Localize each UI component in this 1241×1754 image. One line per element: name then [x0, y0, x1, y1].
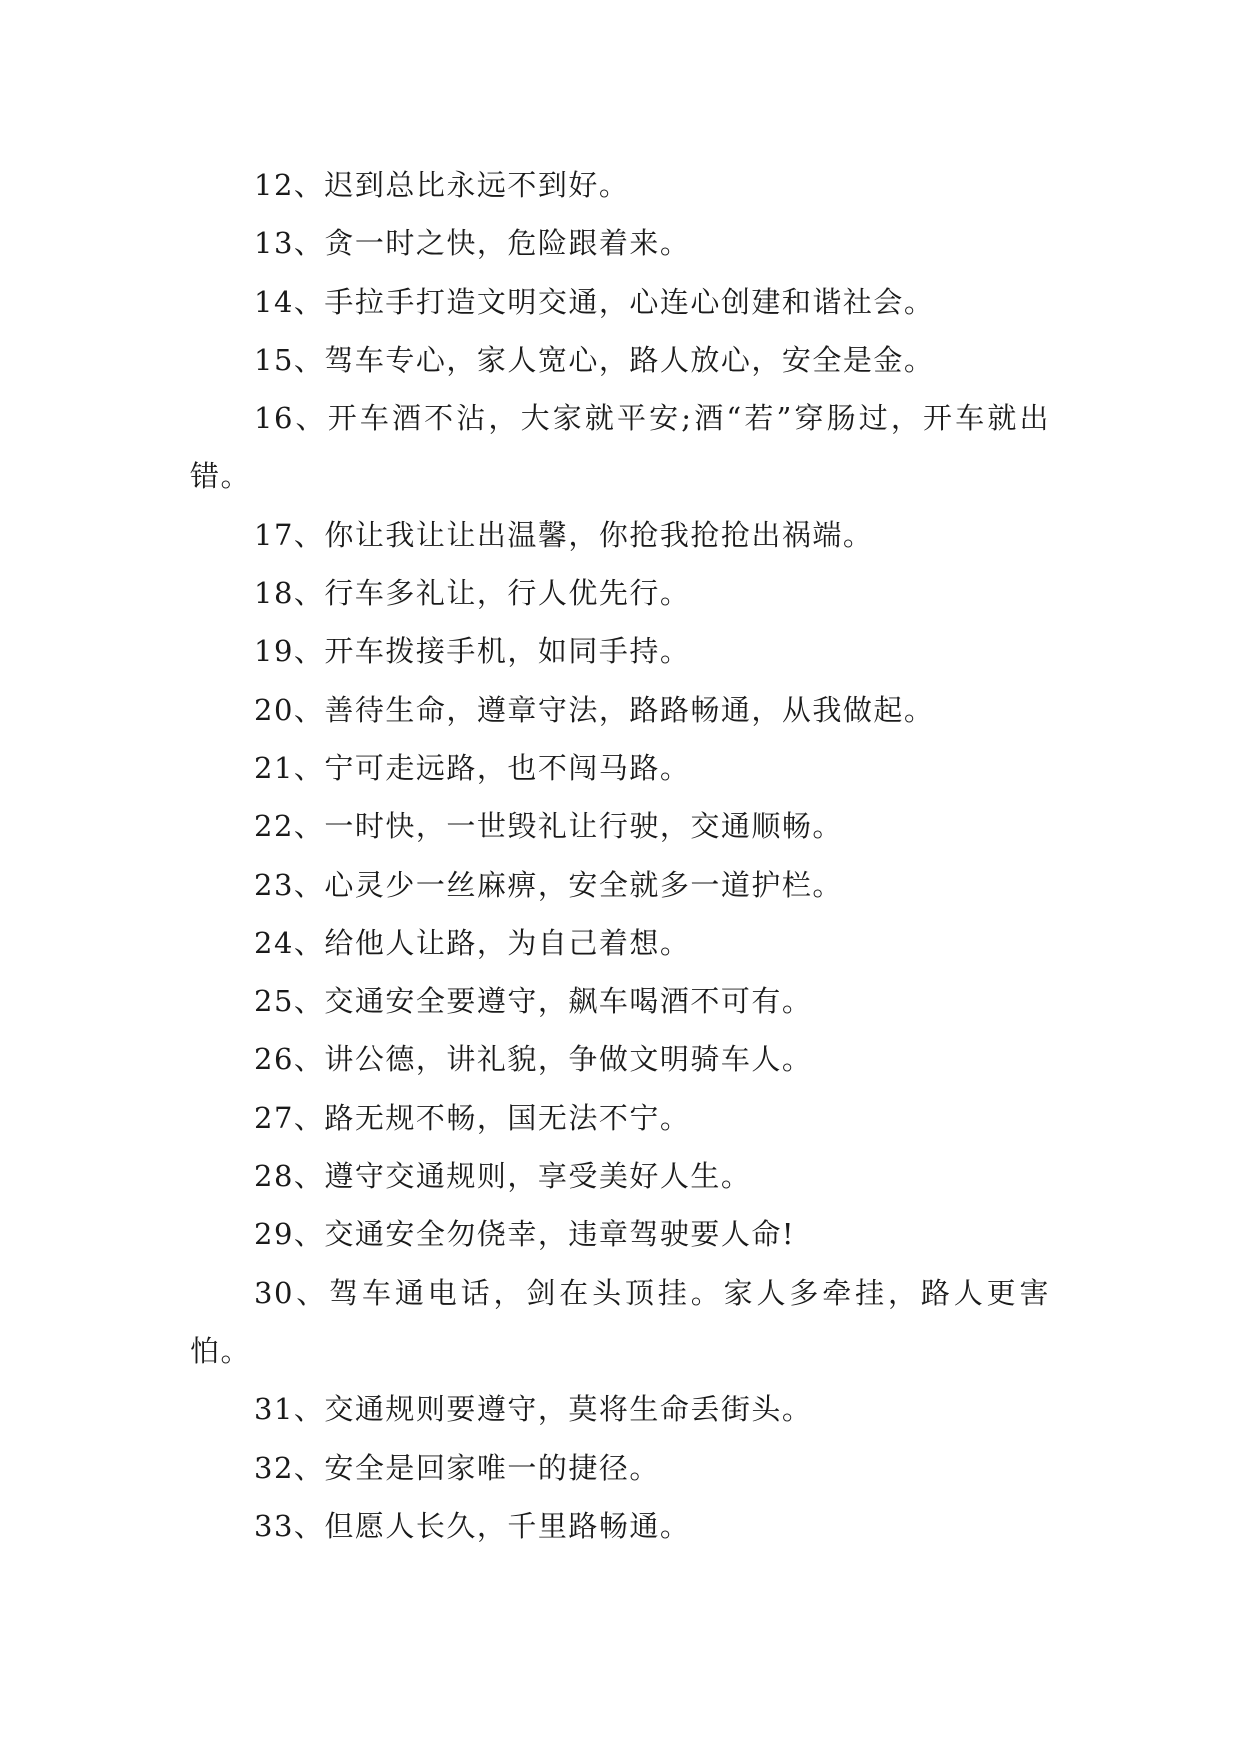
slogan-list — [190, 156, 1050, 1555]
slogan-item: 25、交通安全要遵守，飙车喝酒不可有。 — [254, 984, 813, 1019]
slogan-item: 29、交通安全勿侥幸，违章驾驶要人命! — [254, 1217, 796, 1252]
slogan-item: 15、驾车专心，家人宽心，路人放心，安全是金。 — [254, 342, 935, 377]
slogan-item: 16、开车酒不沾，大家就平安;酒“若”穿肠过，开车就出错。 — [190, 401, 1050, 494]
slogan-item: 28、遵守交通规则，享受美好人生。 — [254, 1159, 752, 1194]
slogan-item: 17、你让我让让出温馨，你抢我抢抢出祸端。 — [254, 517, 874, 552]
slogan-item: 30、驾车通电话，剑在头顶挂。家人多牵挂，路人更害怕。 — [190, 1275, 1050, 1368]
slogan-item: 22、一时快，一世毁礼让行驶，交通顺畅。 — [254, 809, 843, 844]
slogan-item: 19、开车拨接手机，如同手持。 — [254, 634, 691, 669]
slogan-item: 32、安全是回家唯一的捷径。 — [254, 1450, 660, 1485]
slogan-item: 27、路无规不畅，国无法不宁。 — [254, 1100, 691, 1135]
slogan-item: 23、心灵少一丝麻痹，安全就多一道护栏。 — [254, 867, 843, 902]
slogan-item: 18、行车多礼让，行人优先行。 — [254, 576, 691, 611]
slogan-item: 24、给他人让路，为自己着想。 — [254, 925, 691, 960]
slogan-item: 20、善待生命，遵章守法，路路畅通，从我做起。 — [254, 692, 935, 727]
slogan-item: 26、讲公德，讲礼貌，争做文明骑车人。 — [254, 1042, 813, 1077]
slogan-item: 13、贪一时之快，危险跟着来。 — [254, 226, 691, 261]
slogan-item: 12、迟到总比永远不到好。 — [254, 168, 630, 202]
slogan-item: 33、但愿人长久，千里路畅通。 — [254, 1508, 691, 1543]
slogan-item: 31、交通规则要遵守，莫将生命丢街头。 — [254, 1392, 813, 1427]
slogan-item: 21、宁可走远路，也不闯马路。 — [254, 750, 691, 785]
slogan-item: 14、手拉手打造文明交通，心连心创建和谐社会。 — [254, 284, 935, 319]
